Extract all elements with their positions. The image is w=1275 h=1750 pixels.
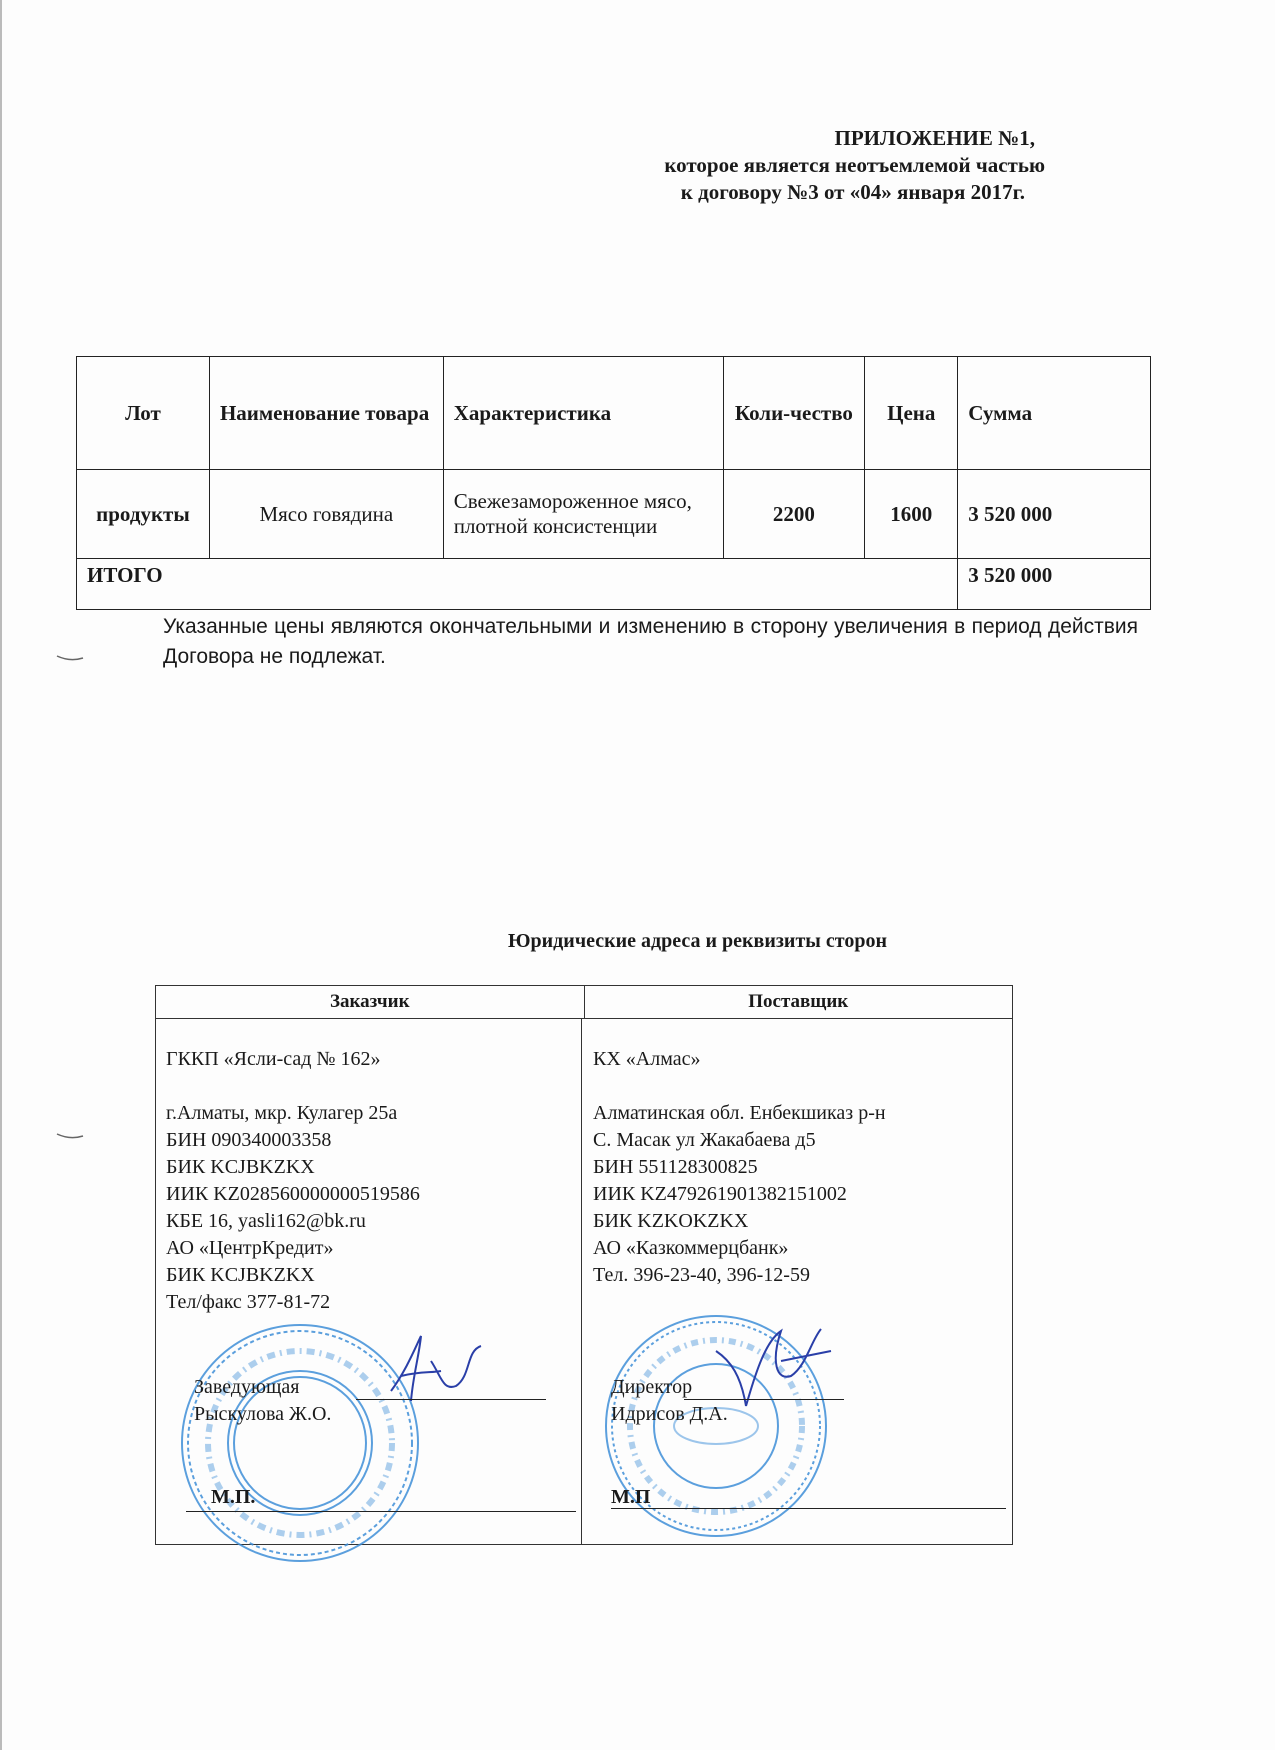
price-note: Указанные цены являются окончательными и изменению в сторону увеличения в период действия Договора не подлежат. <box>163 615 1138 668</box>
total-sum: 3 520 000 <box>958 559 1151 610</box>
supplier-line: С. Масак ул Жакабаева д5 <box>593 1129 816 1151</box>
supplier-seal-label: М.П <box>611 1486 651 1508</box>
scan-mark-1 <box>55 652 85 662</box>
requisites-title: Юридические адреса и реквизиты сторон <box>508 930 887 952</box>
customer-name: ГККП «Ясли-сад № 162» <box>166 1048 381 1070</box>
customer-line: Тел/факс 377-81-72 <box>166 1291 331 1313</box>
supplier-sign-block <box>611 1374 728 1428</box>
col-sum: Сумма <box>958 357 1151 470</box>
supplier-position: Директор <box>611 1376 693 1398</box>
cell-characteristic: Свежезамороженное мясо, плотной консистенции <box>443 470 723 559</box>
cell-lot: продукты <box>77 470 210 559</box>
customer-line: г.Алматы, мкр. Кулагер 25а <box>166 1102 398 1124</box>
customer-line: БИН 090340003358 <box>166 1129 332 1151</box>
customer-line: БИК KCJBKZKX <box>166 1264 315 1286</box>
customer-heading: Заказчик <box>156 986 585 1018</box>
supplier-line: Тел. 396-23-40, 396-12-59 <box>593 1264 810 1286</box>
customer-line: ИИК KZ028560000000519586 <box>166 1183 420 1205</box>
col-name: Наименование товара <box>209 357 443 470</box>
supplier-line: Алматинская обл. Енбекшиказ р-н <box>593 1102 886 1124</box>
appendix-header <box>664 125 1045 206</box>
customer-line: КБЕ 16, yasli162@bk.ru <box>166 1210 366 1232</box>
customer-position: Заведующая <box>194 1376 300 1398</box>
col-quantity: Коли-чество <box>723 357 865 470</box>
customer-details <box>166 1046 576 1316</box>
supplier-details <box>593 1046 1003 1289</box>
table-row <box>77 470 1151 559</box>
supplier-line: ИИК KZ479261901382151002 <box>593 1183 847 1205</box>
supplier-line: БИК KZKOKZKX <box>593 1210 749 1232</box>
supplier-heading: Поставщик <box>748 991 849 1012</box>
cell-sum: 3 520 000 <box>958 470 1151 559</box>
table-header-row <box>77 357 1151 470</box>
cell-quantity: 2200 <box>723 470 865 559</box>
cell-name: Мясо говядина <box>209 470 443 559</box>
supplier-signature <box>711 1321 841 1411</box>
scan-mark-2 <box>55 1130 85 1140</box>
total-label: ИТОГО <box>77 559 958 610</box>
col-price: Цена <box>865 357 958 470</box>
supplier-person: Идрисов Д.А. <box>611 1403 728 1425</box>
customer-line: АО «ЦентрКредит» <box>166 1237 334 1259</box>
customer-person: Рыскулова Ж.О. <box>194 1403 332 1425</box>
cell-price: 1600 <box>865 470 958 559</box>
customer-sign-block <box>194 1374 331 1428</box>
total-row <box>77 559 1151 610</box>
parties-table <box>155 985 1013 1545</box>
supplier-name: КХ «Алмас» <box>593 1048 701 1070</box>
col-lot: Лот <box>77 357 210 470</box>
customer-seal-label: М.П. <box>211 1486 256 1508</box>
parties-header <box>156 986 1012 1019</box>
appendix-subtitle: которое является неотъемлемой частью <box>664 153 1045 177</box>
goods-table <box>76 356 1151 610</box>
col-characteristic: Характеристика <box>443 357 723 470</box>
page-edge-line <box>0 0 2 1750</box>
appendix-title: ПРИЛОЖЕНИЕ №1, <box>834 126 1035 150</box>
appendix-contract-ref: к договору №3 от «04» января 2017г. <box>680 180 1025 204</box>
supplier-line: АО «Казкоммерцбанк» <box>593 1237 789 1259</box>
customer-line: БИК KCJBKZKX <box>166 1156 315 1178</box>
supplier-line: БИН 551128300825 <box>593 1156 758 1178</box>
